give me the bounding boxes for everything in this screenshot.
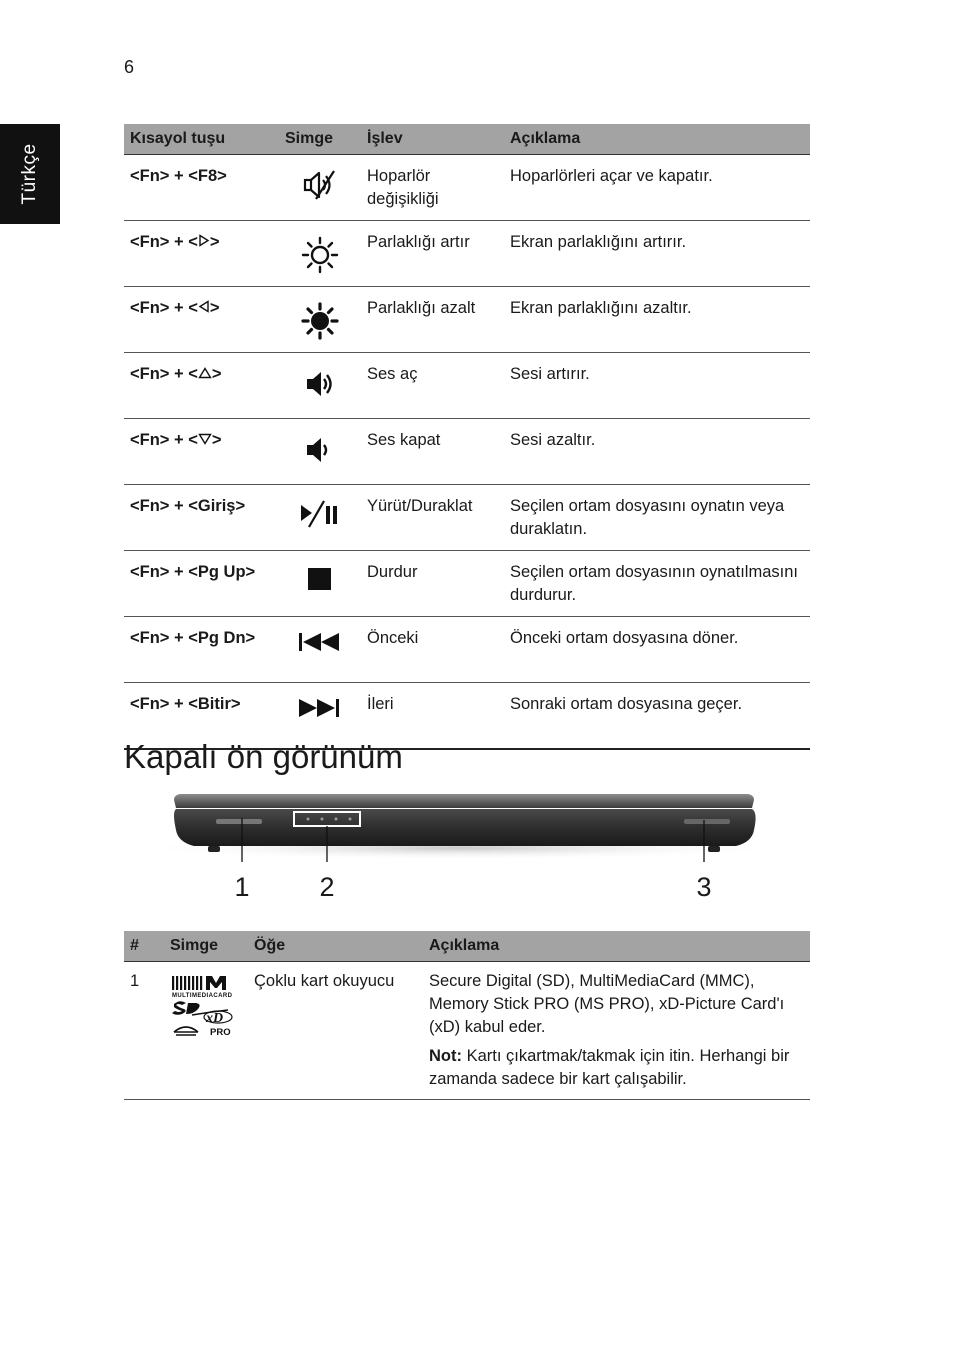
hotkey-cell: <Fn> + <F8> [124,155,279,221]
xd-label: xD [206,1011,224,1026]
hotkey-text: <Fn> + < [130,299,198,317]
hotkey-cell [124,221,279,287]
description-cell: Önceki ortam dosyasına döner. [504,617,810,683]
description-text: Secure Digital (SD), MultiMediaCard (MMC), Memory Stick PRO (MS PRO), xD-Picture Card'ı (xD) kabul eder. [429,972,785,1036]
table-row [124,551,810,617]
function-cell: Önceki [361,617,504,683]
brightness-down-icon [300,301,340,341]
callout-number: 2 [319,872,335,902]
brightness-up-icon [300,235,340,275]
table-row [124,353,810,419]
header-description: Açıklama [423,931,810,962]
description-cell: Ekran parlaklığını azaltır. [504,287,810,353]
play-pause-icon [298,499,342,529]
hotkey-cell [124,287,279,353]
description-cell: Seçilen ortam dosyasının oynatılmasını durdurur. [504,551,810,617]
hotkey-text: <Fn> + < [130,431,198,449]
table-row [124,221,810,287]
right-triangle-icon [198,234,210,247]
description-cell: Seçilen ortam dosyasını oynatın veya duraklatın. [504,485,810,551]
hotkey-text: <Fn> + < [130,365,198,383]
volume-up-icon [303,367,337,401]
function-cell: Ses kapat [361,419,504,485]
laptop-base [174,809,756,846]
port-table-header [124,931,810,962]
hotkey-cell [124,419,279,485]
table-row [124,962,810,1100]
hotkey-table [124,124,810,750]
header-function: İşlev [361,124,504,155]
speaker-toggle-icon [302,169,338,201]
header-icon: Simge [164,931,248,962]
laptop-foot-left [208,846,220,852]
mmc-label: MULTIMEDIACARD [172,993,232,999]
callout-number: 1 [234,872,250,902]
hotkey-text: > [209,233,220,251]
hotkey-cell [124,353,279,419]
hotkey-cell: <Fn> + <Giriş> [124,485,279,551]
stop-icon [306,565,334,593]
number-cell: 1 [124,962,164,1100]
port-table [124,931,810,1100]
hotkey-cell: <Fn> + <Bitir> [124,683,279,750]
function-cell: Parlaklığı azalt [361,287,504,353]
function-cell: Durdur [361,551,504,617]
left-triangle-icon [198,300,210,313]
down-triangle-icon [198,433,212,445]
hotkey-text: > [209,299,220,317]
header-item: Öğe [248,931,423,962]
card-reader-icon [170,974,238,1038]
description-cell: Sesi azaltır. [504,419,810,485]
right-port [684,819,730,824]
header-number: # [124,931,164,962]
hotkey-text: <Fn> + < [130,233,198,251]
page-number: 6 [124,57,135,77]
function-cell: Hoparlör değişikliği [361,155,504,221]
language-side-tab [0,124,60,224]
language-label: Türkçe [19,143,40,205]
hotkey-cell: <Fn> + <Pg Dn> [124,617,279,683]
hotkey-text: > [211,431,222,449]
note-text [429,1045,804,1091]
note-body: Kartı çıkartmak/takmak için itin. Herhangi bir zamanda sadece bir kart çalışabilir. [429,1047,790,1088]
table-row [124,155,810,221]
hotkey-table-header [124,124,810,155]
header-hotkey: Kısayol tuşu [124,124,279,155]
card-reader-slot [216,819,262,824]
description-cell: Hoparlörleri açar ve kapatır. [504,155,810,221]
laptop-foot-right [708,846,720,852]
description-cell [423,962,810,1100]
ms-pro-label: PRO [210,1027,231,1038]
laptop-front-view-illustration [124,790,794,906]
previous-track-icon [297,631,343,653]
note-label: Not: [429,1047,462,1065]
description-cell: Ekran parlaklığını artırır. [504,221,810,287]
table-row [124,419,810,485]
section-title: Kapalı ön görünüm [124,738,403,775]
table-row [124,287,810,353]
hotkey-text: > [211,365,222,383]
table-row [124,617,810,683]
function-cell: Yürüt/Duraklat [361,485,504,551]
description-cell: Sonraki ortam dosyasına geçer. [504,683,810,750]
item-cell: Çoklu kart okuyucu [248,962,423,1100]
volume-down-icon [303,433,337,467]
function-cell: Parlaklığı artır [361,221,504,287]
next-track-icon [297,697,343,719]
up-triangle-icon [198,367,212,379]
function-cell: İleri [361,683,504,750]
callout-number: 3 [696,872,712,902]
table-row [124,485,810,551]
laptop-lid [174,794,754,808]
function-cell: Ses aç [361,353,504,419]
header-description: Açıklama [504,124,810,155]
description-cell: Sesi artırır. [504,353,810,419]
header-icon: Simge [279,124,361,155]
hotkey-cell: <Fn> + <Pg Up> [124,551,279,617]
